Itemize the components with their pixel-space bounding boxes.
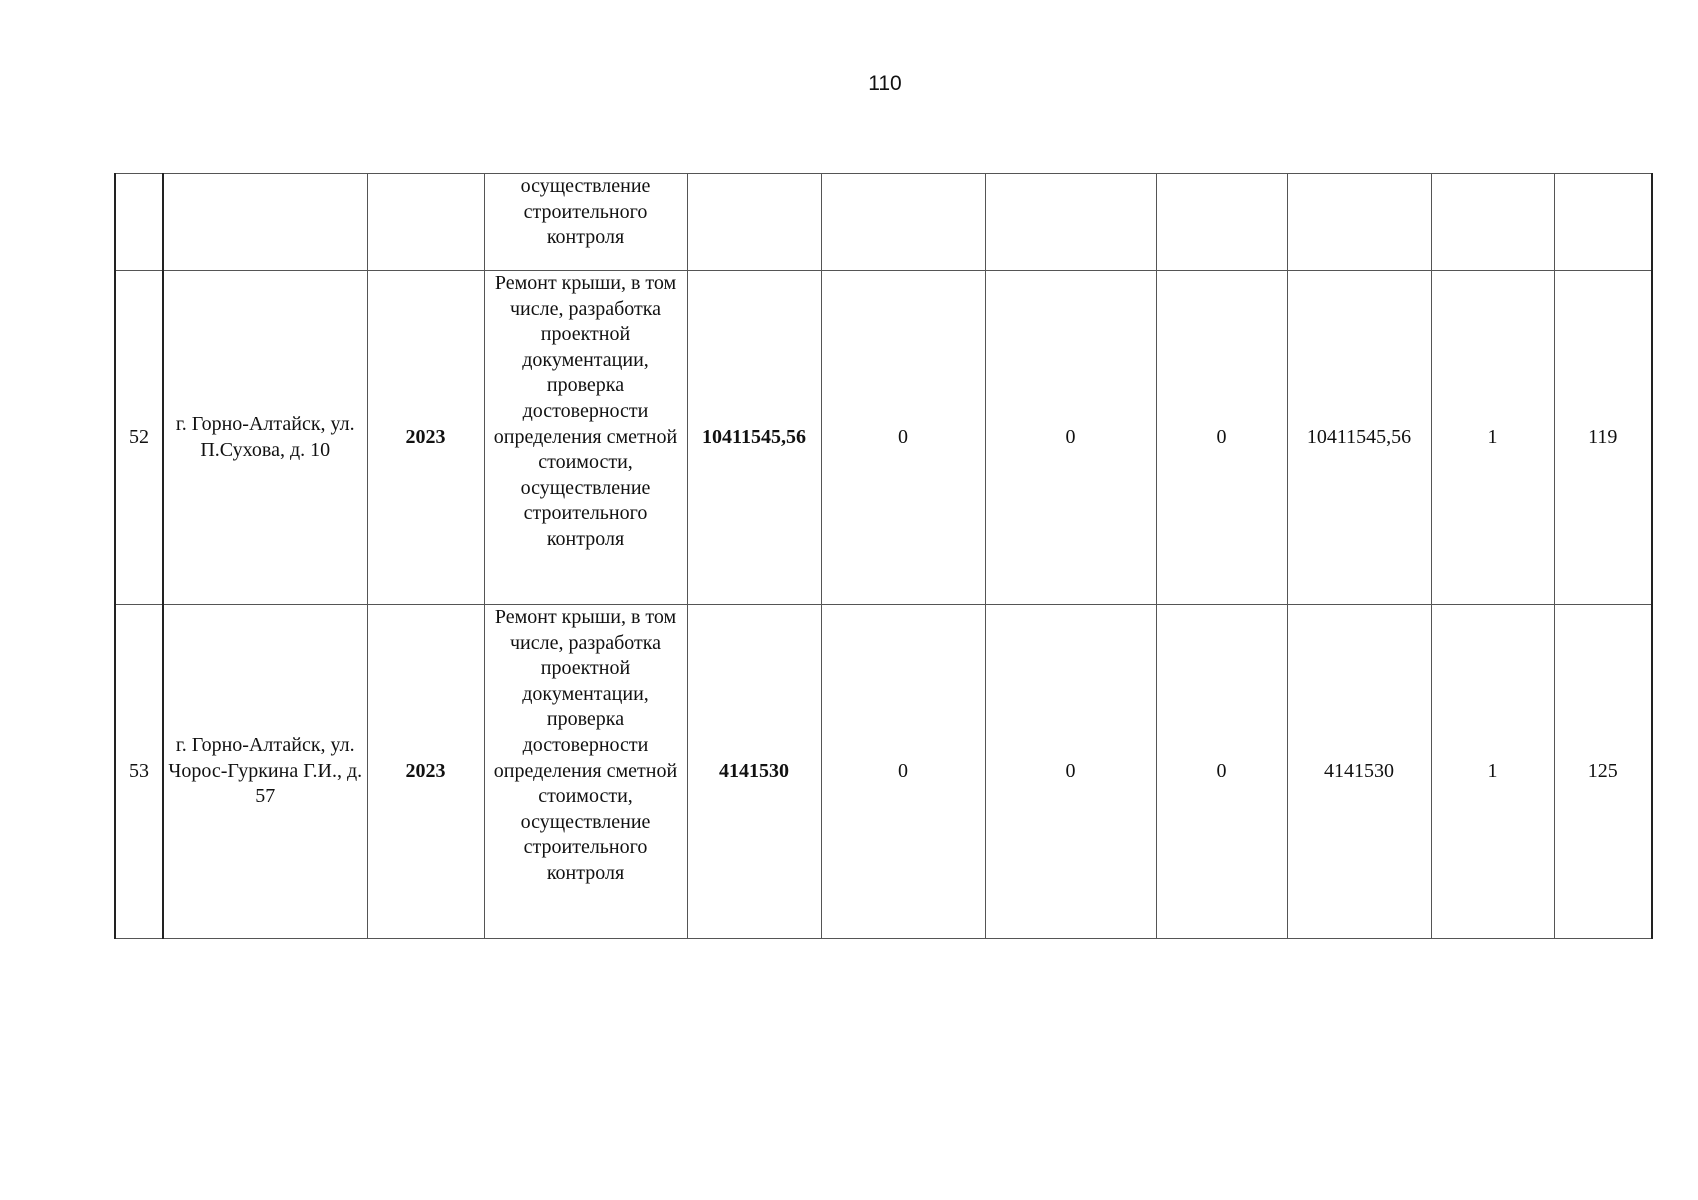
cell-col10	[1431, 174, 1554, 271]
cell-fund-local: 0	[1156, 605, 1287, 939]
cell-fund-owners: 10411545,56	[1287, 271, 1431, 605]
cell-total: 10411545,56	[687, 271, 821, 605]
cell-fund-fed	[821, 174, 985, 271]
cell-num	[115, 174, 163, 271]
cell-fund-region: 0	[985, 605, 1156, 939]
cell-fund-local	[1156, 174, 1287, 271]
cell-fund-fed: 0	[821, 271, 985, 605]
cell-col10: 1	[1431, 271, 1554, 605]
cell-fund-region	[985, 174, 1156, 271]
cell-num: 53	[115, 605, 163, 939]
cell-work: Ремонт крыши, в том числе, разработка проектной документации, проверка достоверности определения сметной стоимости, осуществление строительного контроля	[484, 605, 687, 939]
table-row	[115, 271, 1652, 605]
cell-col11	[1554, 174, 1652, 271]
cell-work: осуществление строительного контроля	[484, 174, 687, 271]
cell-address: г. Горно-Алтайск, ул. П.Сухова, д. 10	[163, 271, 367, 605]
cell-fund-owners	[1287, 174, 1431, 271]
cell-col11: 119	[1554, 271, 1652, 605]
cell-year	[367, 174, 484, 271]
work-schedule-table	[114, 173, 1653, 939]
cell-total	[687, 174, 821, 271]
cell-year: 2023	[367, 271, 484, 605]
cell-fund-fed: 0	[821, 605, 985, 939]
table-row	[115, 605, 1652, 939]
cell-fund-owners: 4141530	[1287, 605, 1431, 939]
cell-col11: 125	[1554, 605, 1652, 939]
cell-fund-region: 0	[985, 271, 1156, 605]
cell-col10: 1	[1431, 605, 1554, 939]
cell-total: 4141530	[687, 605, 821, 939]
cell-num: 52	[115, 271, 163, 605]
cell-year: 2023	[367, 605, 484, 939]
continuation-row	[115, 174, 1652, 271]
cell-address: г. Горно-Алтайск, ул. Чорос-Гуркина Г.И., д. 57	[163, 605, 367, 939]
cell-work: Ремонт крыши, в том числе, разработка проектной документации, проверка достоверности определения сметной стоимости, осуществление строительного контроля	[484, 271, 687, 605]
cell-address	[163, 174, 367, 271]
page-number: 110	[868, 72, 902, 95]
cell-fund-local: 0	[1156, 271, 1287, 605]
